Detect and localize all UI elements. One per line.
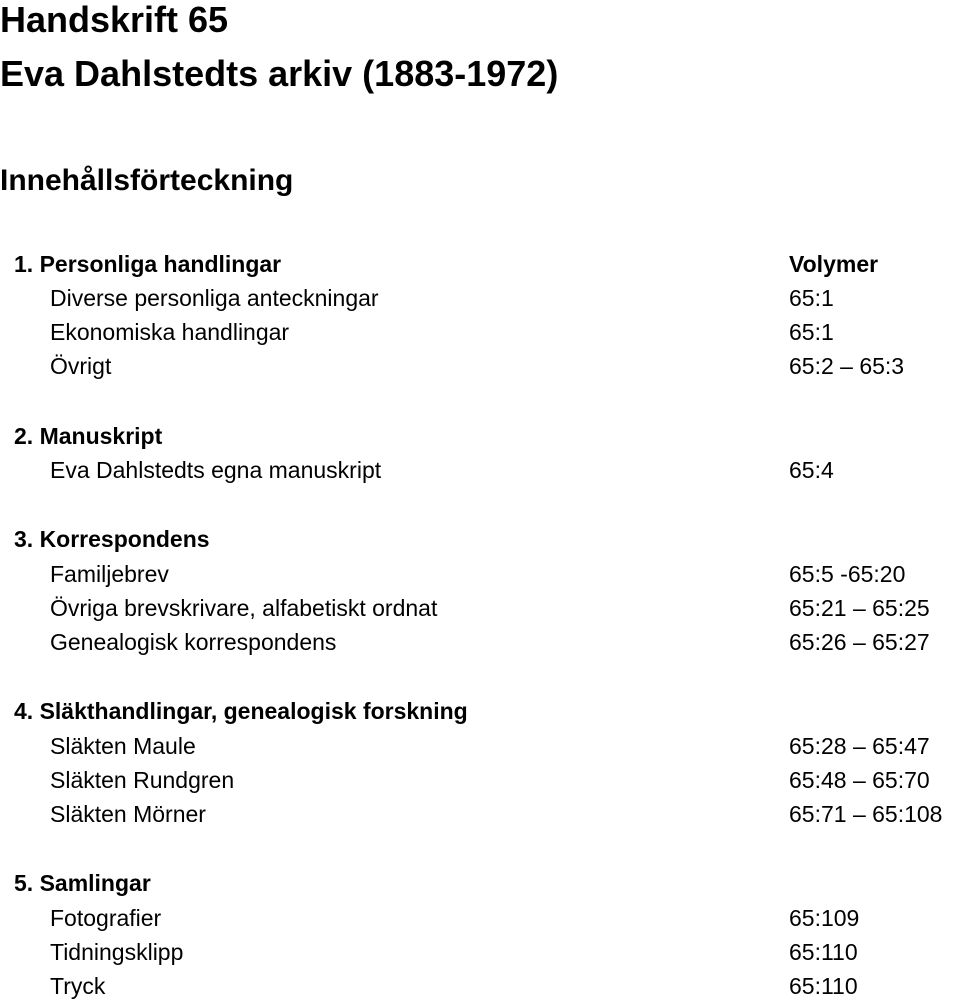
toc-row-volumes: 65:71 – 65:108	[789, 801, 943, 827]
section-heading-slakthandlingar: 4. Släkthandlingar, genealogisk forskning	[14, 698, 468, 724]
toc-row-volumes: 65:110	[789, 939, 858, 965]
toc-row-volumes: 65:5 -65:20	[789, 561, 906, 587]
section-heading-samlingar: 5. Samlingar	[14, 870, 151, 896]
toc-row-label: Genealogisk korrespondens	[50, 629, 337, 655]
toc-heading: Innehållsförteckning	[0, 164, 294, 197]
toc-row-label: Släkten Mörner	[50, 801, 206, 827]
toc-row-volumes: 65:2 – 65:3	[789, 353, 905, 379]
toc-row-label: Övrigt	[50, 353, 112, 379]
toc-row-volumes: 65:1	[789, 319, 834, 345]
volumes-column-header: Volymer	[789, 251, 879, 277]
section-heading-personliga-handlingar: 1. Personliga handlingar	[14, 251, 282, 277]
toc-row-label: Eva Dahlstedts egna manuskript	[50, 457, 382, 483]
toc-row-label: Övriga brevskrivare, alfabetiskt ordnat	[50, 595, 438, 621]
toc-row-label: Släkten Rundgren	[50, 767, 235, 793]
toc-row-label: Tidningsklipp	[50, 939, 184, 965]
toc-row-volumes: 65:109	[789, 905, 860, 931]
toc-row-volumes: 65:21 – 65:25	[789, 595, 930, 621]
toc-row-label: Diverse personliga anteckningar	[50, 285, 379, 311]
toc-row-volumes: 65:1	[789, 285, 834, 311]
toc-row-label: Tryck	[50, 973, 106, 999]
section-heading-korrespondens: 3. Korrespondens	[14, 526, 210, 552]
toc-row-label: Ekonomiska handlingar	[50, 319, 290, 345]
toc-row-volumes: 65:48 – 65:70	[789, 767, 930, 793]
section-heading-manuskript: 2. Manuskript	[14, 423, 163, 449]
document-subtitle: Eva Dahlstedts arkiv (1883-1972)	[0, 53, 559, 94]
toc-row-volumes: 65:110	[789, 973, 858, 999]
toc-row-volumes: 65:26 – 65:27	[789, 629, 930, 655]
toc-row-label: Familjebrev	[50, 561, 169, 587]
toc-row-label: Fotografier	[50, 905, 162, 931]
toc-row-label: Släkten Maule	[50, 733, 196, 759]
toc-row-volumes: 65:4	[789, 457, 834, 483]
document-title: Handskrift 65	[0, 0, 229, 40]
toc-row-volumes: 65:28 – 65:47	[789, 733, 930, 759]
